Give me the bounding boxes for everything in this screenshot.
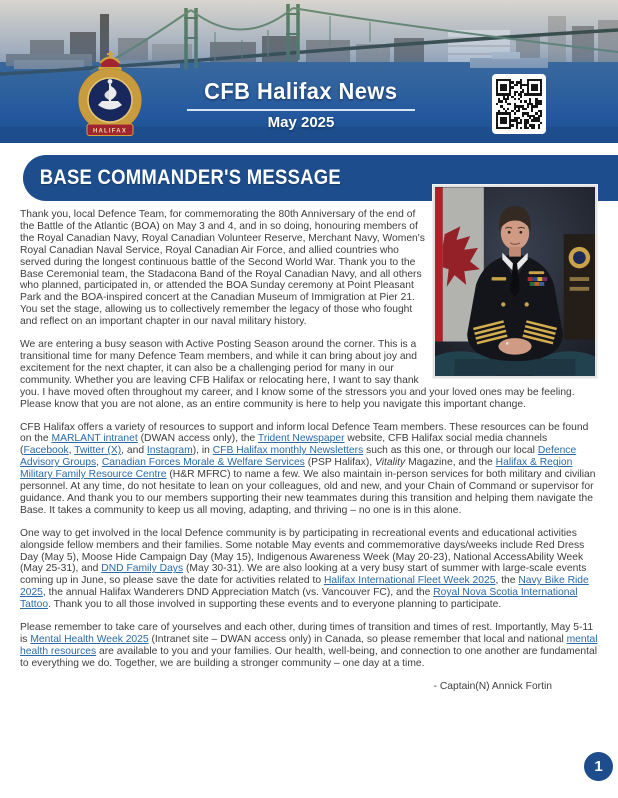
text-run: (H&R MFRC) to name a few. We also maintain in-person services for both military and civilian personnel. At any time, do not hesitate to lean on your colleagues, old and new, and your Chain of Command or supervisor for guidance. And thank you to our members supporting their new teammates during this transition and helping them navigate the Base. It takes a community to keep us all moving, adapting, and thriving – no one is in this alone. [20,469,596,516]
paragraph-3 [20,422,598,517]
link-mental-health-resources[interactable]: mental health resources [20,634,598,657]
text-run: are available to you and your families. Our health, well-being, and connection to one another are fundamental to everything we do. Together, we are building a stronger community – one day at a time. [20,645,597,669]
link-royal-nova-scotia-international-tattoo[interactable]: Royal Nova Scotia International Tattoo [20,587,578,611]
crest-banner-label: HALIFAX [92,128,128,135]
section-heading: BASE COMMANDER'S MESSAGE [39,166,342,189]
text-run: (DWAN access only), the [137,433,258,445]
text-run: One way to get involved in the local Defence community is by participating in recreational events and educational activities alongside fellow members and their families. Some notable May events and commemorative days/weeks include Red Dress Day (May 5), Moose Hide Campaign Day (May 15), Indigenous Awareness Week (May 20-23), National AccessAbility Week (May 25-31), and [20,527,585,575]
text-run: Magazine, and the [405,457,496,469]
page-number-badge [584,752,613,781]
masthead-divider [187,109,415,111]
paragraph-4 [20,528,598,611]
newsletter-issue-date: May 2025 [267,114,335,131]
text-run: , and [121,445,147,457]
newsletter-title: CFB Halifax News [204,78,398,104]
signature: - Captain(N) Annick Fortin [433,680,552,692]
text-run: , the [495,575,519,587]
text-run: We are entering a busy season with Active Posting Season around the corner. This is a transitional time for many Defence Team members, and while it can bring about joy and excitement for the next chapter, it can also be a challenging period for many in our community. Whether you are leaving CFB Halifax or relocating here, I want to say thank you. I have moved often throughout my career, and I know some of the stressors you and your loved ones may be feeling. Please know that you are not alone, as an entire community is here to help you navigate this important change. [20,339,575,410]
header-banner [0,0,618,143]
italic-text: Vitality [375,457,406,469]
text-run: CFB Halifax offers a variety of resources to support and inform local Defence Team members. These resources can be found on the [20,421,589,445]
qr-code [492,74,546,134]
text-run: (PSP Halifax), [304,457,376,469]
text-run: website, CFB Halifax social media channels ( [20,433,548,457]
link-mental-health-week-2025[interactable]: Mental Health Week 2025 [30,634,149,645]
text-run: such as this one, or through our local [363,445,538,457]
link-instagram[interactable]: Instagram [146,445,193,457]
link-cfb-halifax-monthly-newsletters[interactable]: CFB Halifax monthly Newsletters [212,445,364,457]
link-halifax-region-military-family-resource-centre[interactable]: Halifax & Region Military Family Resource Centre [20,457,573,481]
link-defence-advisory-groups[interactable]: Defence Advisory Groups [20,445,577,469]
link-halifax-international-fleet-week-2025[interactable]: Halifax International Fleet Week 2025 [323,575,496,587]
text-run: (Intranet site – DWAN access only) in Canada, so please remember that local and national [148,634,567,645]
text-run: ), in [192,445,213,457]
text-run: . Thank you to all those involved in supporting these events and to everyone planning to participate. [48,599,502,611]
text-run: Thank you, local Defence Team, for commemorating the 80th Anniversary of the end of the Battle of the Atlantic (BOA) on May 3 and 4, and in so doing, honouring members of the Royal Canadian Navy, Royal Canadian Volunteer Reserve, Merchant Navy, Women's Royal Canadian Naval Service, Royal Canadian Air Force, and allied countries who served during the longest continuous battle of the Second World War. Thank you to the Base Ceremonial team, the Stadacona Band of the Royal Canadian Navy, and all others who planned, participated in, or attended the BOA Sunday ceremony at Point Pleasant Park and the BOA-inspired concert at the Canadian Museum of Immigration at Pier 21. You set the stage, allowing us to collectively remember the legacy of those who fought and reflect on an important chapter in our naval military history. [20,209,425,328]
masthead [166,80,436,130]
text-run: Please remember to take care of yourselves and each other, during times of transition and times of rest. Importantly, May 5-11 is [20,622,594,645]
text-run: (May 30-31). We are also looking at a very busy start of summer with large-scale events coming up in June, so please save the date for activities related to [20,563,587,587]
page-number: 1 [594,758,603,775]
link-dnd-family-days[interactable]: DND Family Days [101,563,184,575]
text-run: , [68,445,75,457]
link-canadian-forces-morale-welfare-services[interactable]: Canadian Forces Morale & Welfare Services [101,457,305,469]
link-navy-bike-ride-2025[interactable]: Navy Bike Ride 2025 [20,575,589,599]
link-trident-newspaper[interactable]: Trident Newspaper [257,433,345,445]
text-run: , the annual Halifax Wanderers DND Appreciation Match (vs. Vancouver FC), and the [42,587,434,599]
link-facebook[interactable]: Facebook [23,445,69,457]
link-twitter-x[interactable]: Twitter (X) [74,445,122,457]
base-commander-portrait-photo [433,185,597,378]
paragraph-5 [20,622,598,670]
text-run: , [96,457,102,469]
link-marlant-intranet[interactable]: MARLANT intranet [51,433,138,445]
cfb-halifax-crest [55,50,165,138]
qr-code-pattern [496,79,542,129]
